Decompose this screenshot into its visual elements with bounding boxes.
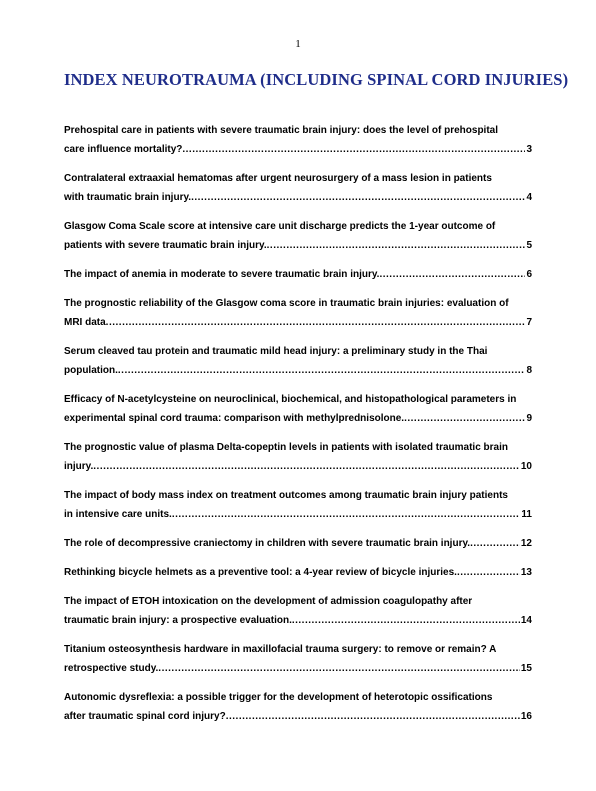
toc-entry-page-number[interactable]: 12 bbox=[520, 538, 532, 549]
dot-leader bbox=[379, 265, 525, 284]
page-number: 1 bbox=[295, 38, 301, 50]
toc-entry-title-line2 bbox=[64, 188, 532, 207]
toc-entry-title-line2 bbox=[64, 313, 532, 332]
toc-entry-title-line1: The prognostic reliability of the Glasgow coma score in traumatic brain injuries: evaluation of bbox=[64, 298, 509, 309]
toc-entry[interactable] bbox=[64, 688, 532, 726]
toc-entry-title-line1: Serum cleaved tau protein and traumatic mild head injury: a preliminary study in the Thai bbox=[64, 346, 488, 357]
toc-entry-title-line2 bbox=[64, 409, 532, 428]
dot-leader bbox=[118, 361, 526, 380]
toc-entry-text: MRI data bbox=[64, 317, 106, 328]
toc-entry-page-number[interactable]: 16 bbox=[520, 711, 532, 722]
toc-entry-page-number[interactable]: 14 bbox=[520, 615, 532, 626]
toc-entry-title-line2 bbox=[64, 265, 532, 284]
toc-entry[interactable] bbox=[64, 534, 532, 553]
toc-entry-title-line2 bbox=[64, 707, 532, 726]
toc-entry-page-number[interactable]: 6 bbox=[526, 269, 532, 280]
dot-leader bbox=[267, 236, 526, 255]
toc-entry-title-line1: Contralateral extraaxial hematomas after urgent neurosurgery of a mass lesion in patients bbox=[64, 173, 492, 184]
toc-entry-page-number[interactable]: 10 bbox=[520, 461, 532, 472]
dot-leader bbox=[191, 188, 525, 207]
toc-entry-title-line1: Titanium osteosynthesis hardware in maxillofacial trauma surgery: to remove or remain? A bbox=[64, 644, 497, 655]
dot-leader bbox=[106, 313, 526, 332]
toc-entry[interactable] bbox=[64, 438, 532, 476]
toc-entry-title-line1: The impact of ETOH intoxication on the development of admission coagulopathy after bbox=[64, 596, 473, 607]
table-of-contents bbox=[64, 121, 532, 736]
toc-entry[interactable] bbox=[64, 640, 532, 678]
toc-entry[interactable] bbox=[64, 592, 532, 630]
toc-entry-page-number[interactable]: 7 bbox=[526, 317, 532, 328]
toc-entry-title-line1: The impact of body mass index on treatment outcomes among traumatic brain injury patients bbox=[64, 490, 508, 501]
dot-leader bbox=[470, 534, 520, 553]
toc-entry-text: The impact of anemia in moderate to severe traumatic brain injury. bbox=[64, 269, 380, 280]
toc-entry[interactable] bbox=[64, 390, 532, 428]
toc-entry-text: care influence mortality? bbox=[64, 144, 183, 155]
toc-entry-title-line1: Glasgow Coma Scale score at intensive care unit discharge predicts the 1-year outcome of bbox=[64, 221, 496, 232]
toc-entry-title-line2 bbox=[64, 611, 532, 630]
toc-entry-title-line1: Prehospital care in patients with severe traumatic brain injury: does the level of prehospital bbox=[64, 125, 499, 136]
index-title: INDEX NEUROTRAUMA (INCLUDING SPINAL CORD INJURIES) bbox=[64, 70, 569, 89]
toc-entry-text: population. bbox=[64, 365, 118, 376]
toc-entry-title-line2 bbox=[64, 236, 532, 255]
toc-entry[interactable] bbox=[64, 486, 532, 524]
toc-entry-title-line2 bbox=[64, 361, 532, 380]
toc-entry-text: in intensive care units. bbox=[64, 509, 172, 520]
toc-entry-title-line2 bbox=[64, 563, 532, 582]
dot-leader bbox=[93, 457, 520, 476]
toc-entry-page-number[interactable]: 9 bbox=[526, 413, 532, 424]
toc-entry[interactable] bbox=[64, 217, 532, 255]
dot-leader bbox=[172, 505, 521, 524]
toc-entry[interactable] bbox=[64, 265, 532, 284]
toc-entry-page-number[interactable]: 3 bbox=[526, 144, 532, 155]
toc-entry-text: injury. bbox=[64, 461, 94, 472]
dot-leader bbox=[226, 707, 520, 726]
toc-entry-text: The role of decompressive craniectomy in children with severe traumatic brain injury. bbox=[64, 538, 471, 549]
toc-entry-text: experimental spinal cord trauma: comparison with methylprednisolone. bbox=[64, 413, 405, 424]
dot-leader bbox=[404, 409, 525, 428]
toc-entry-page-number[interactable]: 8 bbox=[526, 365, 532, 376]
toc-entry-page-number[interactable]: 5 bbox=[526, 240, 532, 251]
toc-entry-title-line1: The prognostic value of plasma Delta-copeptin levels in patients with isolated traumatic brain bbox=[64, 442, 508, 453]
toc-entry-title-line1: Autonomic dysreflexia: a possible trigger for the development of heterotopic ossifications bbox=[64, 692, 493, 703]
toc-entry-title-line1: Efficacy of N-acetylcysteine on neuroclinical, biochemical, and histopathological parameters in bbox=[64, 394, 517, 405]
toc-entry[interactable] bbox=[64, 121, 532, 159]
toc-entry-text: with traumatic brain injury. bbox=[64, 192, 192, 203]
toc-entry-page-number[interactable]: 4 bbox=[526, 192, 532, 203]
toc-entry-text: Rethinking bicycle helmets as a preventive tool: a 4-year review of bicycle injuries. bbox=[64, 567, 457, 578]
toc-entry-title-line2 bbox=[64, 140, 532, 159]
toc-entry[interactable] bbox=[64, 342, 532, 380]
toc-entry-page-number[interactable]: 15 bbox=[520, 663, 532, 674]
toc-entry[interactable] bbox=[64, 169, 532, 207]
toc-entry-title-line2 bbox=[64, 534, 532, 553]
dot-leader bbox=[182, 140, 525, 159]
toc-entry-title-line2 bbox=[64, 457, 532, 476]
toc-entry-text: retrospective study. bbox=[64, 663, 159, 674]
toc-entry-title-line2 bbox=[64, 505, 532, 524]
toc-entry-text: traumatic brain injury: a prospective evaluation. bbox=[64, 615, 292, 626]
toc-entry-page-number[interactable]: 11 bbox=[521, 509, 532, 520]
toc-entry-text: after traumatic spinal cord injury? bbox=[64, 711, 226, 722]
dot-leader bbox=[158, 659, 520, 678]
dot-leader bbox=[292, 611, 520, 630]
toc-entry[interactable] bbox=[64, 294, 532, 332]
toc-entry[interactable] bbox=[64, 563, 532, 582]
toc-entry-text: patients with severe traumatic brain injury. bbox=[64, 240, 267, 251]
toc-entry-title-line2 bbox=[64, 659, 532, 678]
dot-leader bbox=[457, 563, 520, 582]
toc-entry-page-number[interactable]: 13 bbox=[520, 567, 532, 578]
